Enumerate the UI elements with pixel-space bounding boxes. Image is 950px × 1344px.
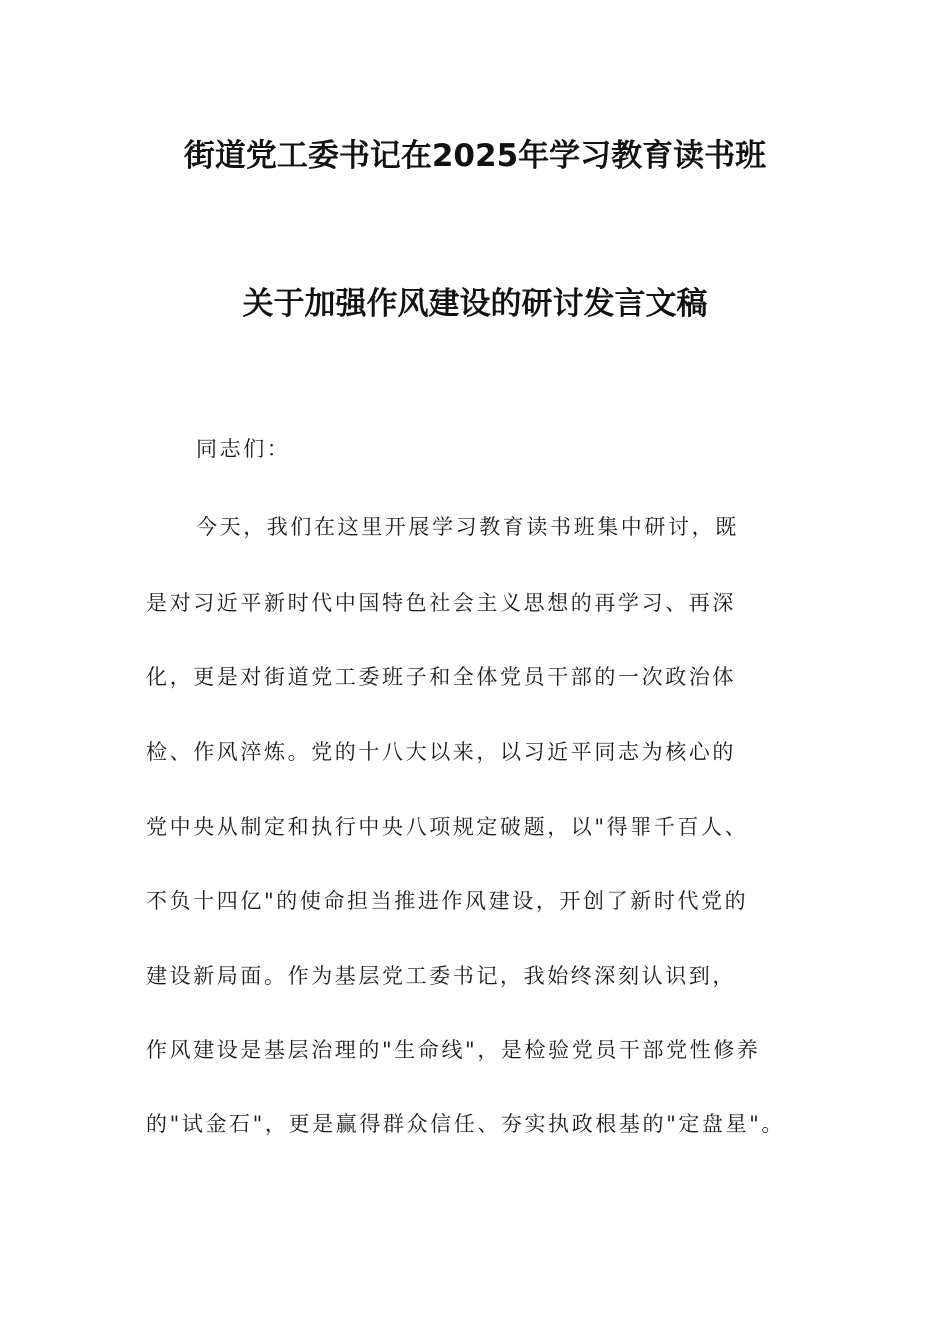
paragraph-line: 今天，我们在这里开展学习教育读书班集中研讨，既 (196, 515, 739, 539)
paragraph-line: 的"试金石"，更是赢得群众信任、夯实执政根基的"定盘星"。 (146, 1112, 786, 1136)
paragraph-line: 不负十四亿"的使命担当推进作风建设，开创了新时代党的 (146, 889, 749, 913)
paragraph-line: 建设新局面。作为基层党工委书记，我始终深刻认识到， (146, 964, 736, 988)
paragraph-line: 是对习近平新时代中国特色社会主义思想的再学习、再深 (146, 591, 736, 615)
document-title-line-2: 关于加强作风建设的研讨发言文稿 (242, 286, 708, 322)
paragraph-line: 党中央从制定和执行中央八项规定破题，以"得罪千百人、 (146, 815, 749, 839)
paragraph-line: 检、作风淬炼。党的十八大以来，以习近平同志为核心的 (146, 740, 736, 764)
salutation: 同志们： (196, 437, 291, 461)
paragraph-line: 化，更是对街道党工委班子和全体党员干部的一次政治体 (146, 665, 736, 689)
document-title-line-1: 街道党工委书记在2025年学习教育读书班 (183, 138, 767, 174)
paragraph-line: 作风建设是基层治理的"生命线"，是检验党员干部党性修养 (146, 1038, 761, 1062)
